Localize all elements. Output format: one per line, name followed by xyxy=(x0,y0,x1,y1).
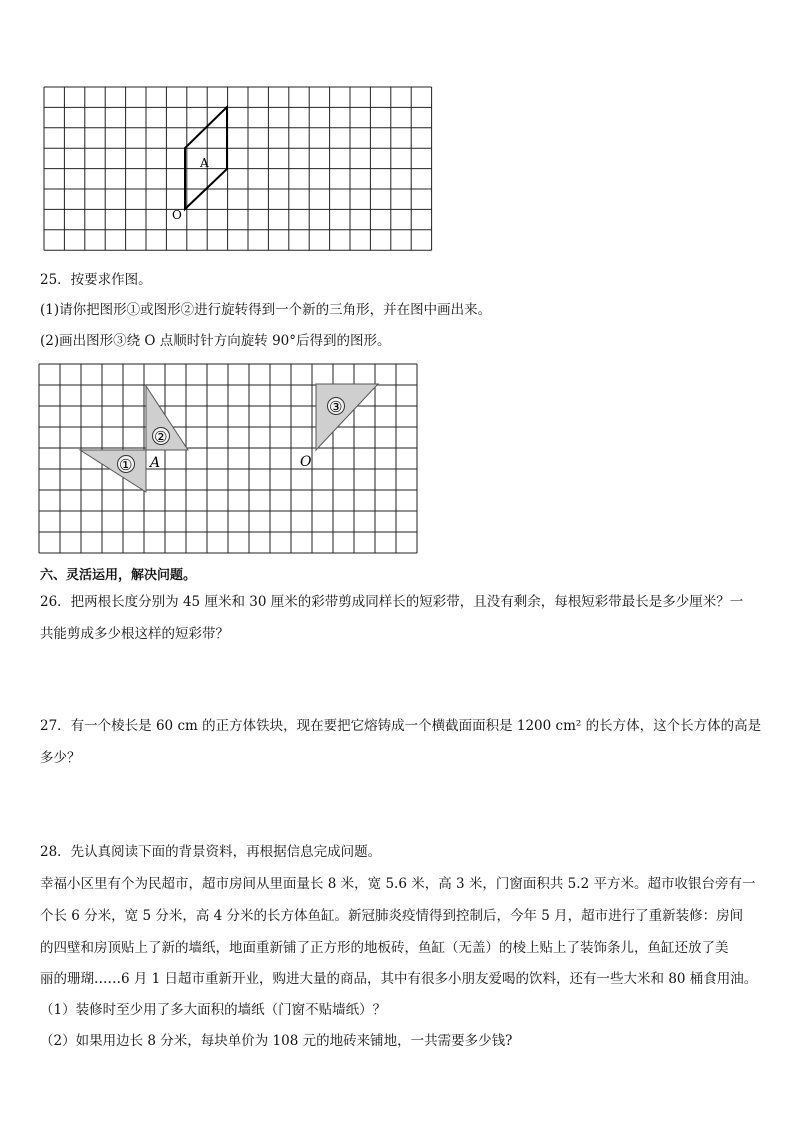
q28-paragraph-line2: 个长 6 分米，宽 5 分米，高 4 分米的长方体鱼缸。新冠肺炎疫情得到控制后，今年 5 月，超市进行了重新装修：房间 xyxy=(40,908,744,924)
section-6-heading: 六、灵活运用，解决问题。 xyxy=(40,568,197,583)
q26-line1: 26．把两根长度分别为 45 厘米和 30 厘米的彩带剪成同样长的短彩带，且没有剩余，每根短彩带最长是多少厘米？一 xyxy=(40,594,744,610)
shape-1-label: ① xyxy=(119,456,133,474)
q25-title: 25．按要求作图。 xyxy=(40,272,152,288)
shape-3-label: ③ xyxy=(329,398,343,416)
label-o: O xyxy=(172,208,182,222)
q28-title: 28．先认真阅读下面的背景资料，再根据信息完成问题。 xyxy=(40,844,382,860)
q27-line1: 27．有一个棱长是 60 cm 的正方体铁块，现在要把它熔铸成一个横截面面积是 1200 cm² 的长方体，这个长方体的高是 xyxy=(40,718,762,734)
grid-lines xyxy=(44,87,432,250)
grid-figure-1 xyxy=(40,82,450,260)
shape-1 xyxy=(80,450,146,492)
q26-line2: 共能剪成多少根这样的短彩带？ xyxy=(40,626,229,642)
label-a: A xyxy=(200,156,209,170)
grid-figure-2 xyxy=(38,362,426,560)
q28-paragraph-line1: 幸福小区里有个为民超市，超市房间从里面量长 8 米，宽 5.6 米，高 3 米，门窗面积共 5.2 平方米。超市收银台旁有一 xyxy=(40,876,756,892)
q25-item1: (1)请你把图形①或图形②进行旋转得到一个新的三角形，并在图中画出来。 xyxy=(40,302,492,318)
label-o: O xyxy=(300,454,312,470)
q28-sub2: （2）如果用边长 8 分米，每块单价为 108 元的地砖来铺地，一共需要多少钱? xyxy=(40,1033,513,1049)
label-a: A xyxy=(150,455,161,471)
q25-item2: (2)画出图形③绕 O 点顺时针方向旋转 90°后得到的图形。 xyxy=(40,333,391,349)
q27-line2: 多少？ xyxy=(40,750,81,766)
shape-3 xyxy=(316,384,378,450)
shape-2-label: ② xyxy=(154,428,168,446)
q28-paragraph-line4: 丽的珊瑚……6 月 1 日超市重新开业，购进大量的商品，其中有很多小朋友爱喝的饮料，还有一些大米和 80 桶食用油。 xyxy=(40,971,758,987)
q28-paragraph-line3: 的四壁和房顶贴上了新的墙纸，地面重新铺了正方形的地板砖，鱼缸（无盖）的棱上贴上了装饰条儿，鱼缸还放了美 xyxy=(40,940,729,956)
q28-sub1: （1）装修时至少用了多大面积的墙纸（门窗不贴墙纸）？ xyxy=(40,1002,387,1018)
